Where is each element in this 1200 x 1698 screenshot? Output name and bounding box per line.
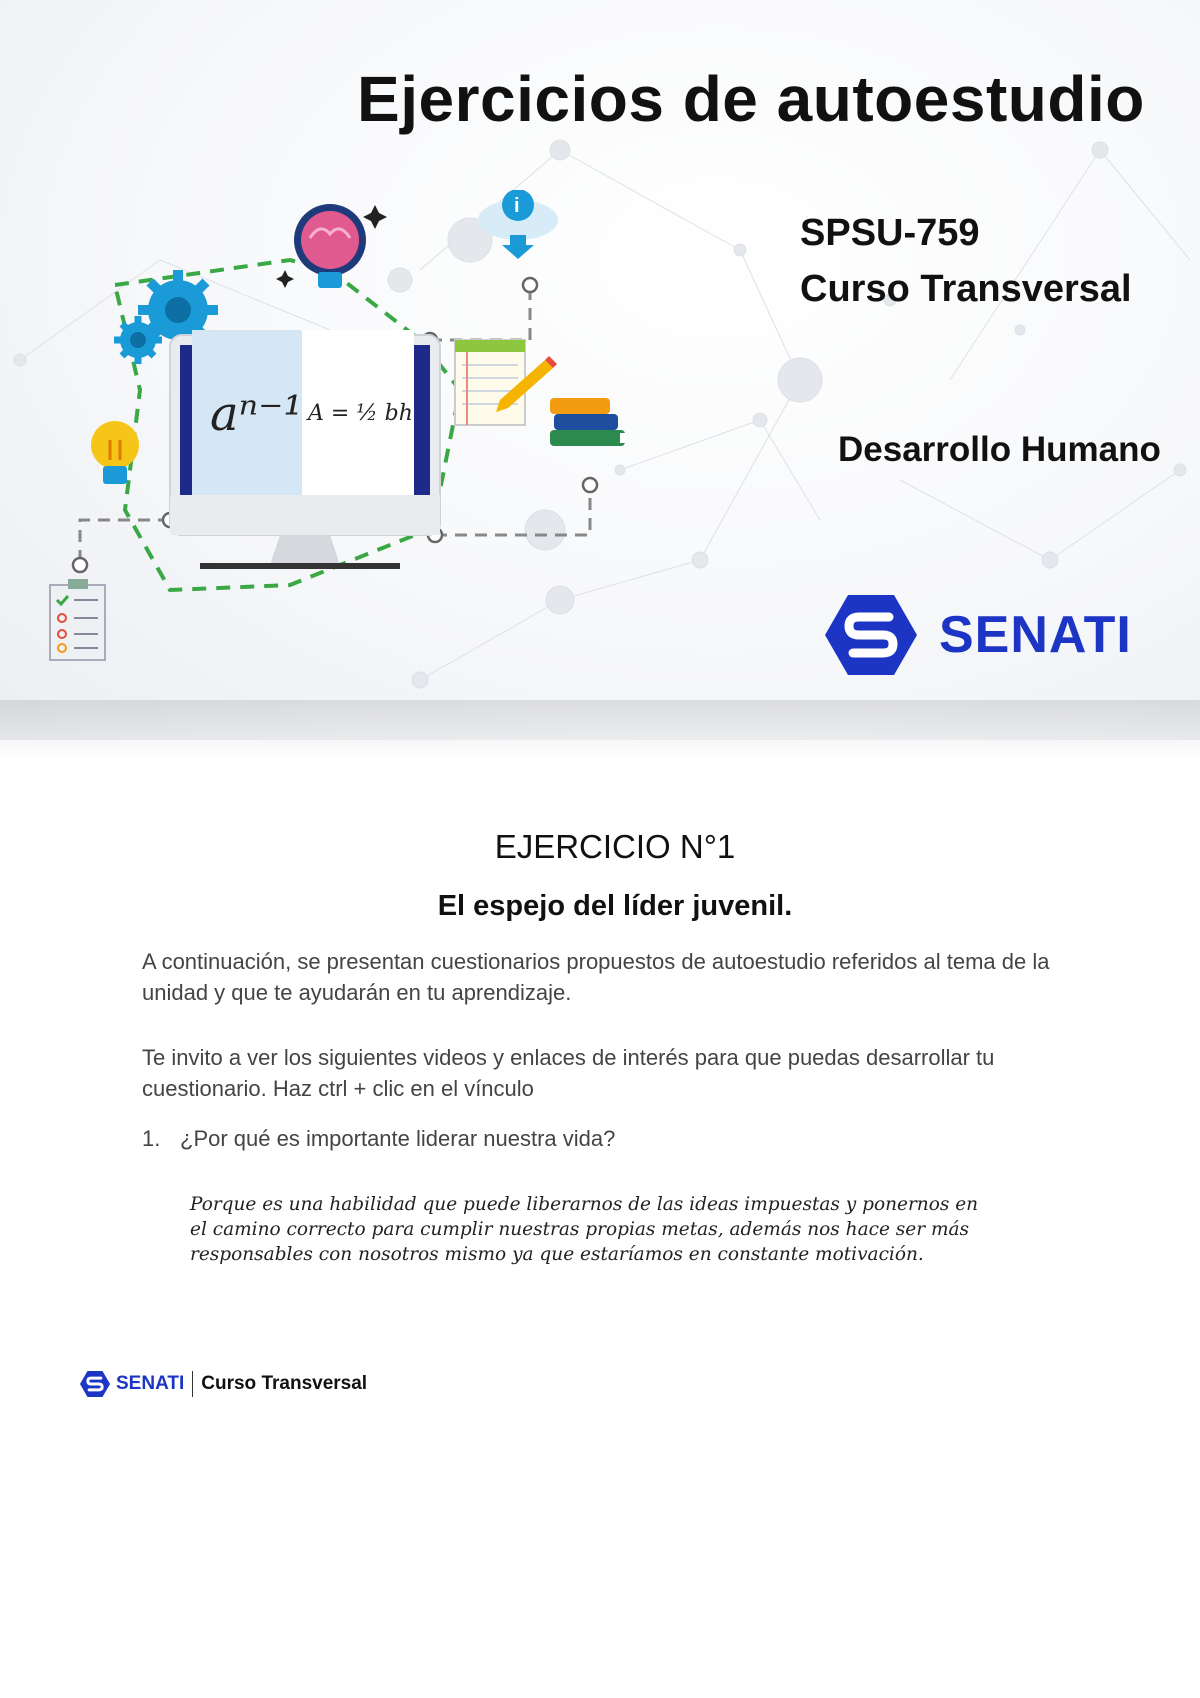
footer-logo-text: SENATI [116,1373,185,1394]
answer-text: Porque es una habilidad que puede liberarnos de las ideas impuestas y ponernos en el camino correcto para cumplir nuestras propias metas, además nos hace ser más responsables con nosotros mismo ya que estaríamos en constante motivación. [190,1194,979,1265]
cover-title: Ejercicios de autoestudio [357,63,1145,135]
exercise-subtitle: El espejo del líder juvenil. [437,890,793,922]
question-number: 1. [142,1126,161,1151]
senati-logo-icon [825,595,917,675]
cover-section [0,0,1200,740]
svg-text:aⁿ⁻¹: aⁿ⁻¹ [210,386,303,442]
question-item [142,1126,615,1152]
senati-logo-text: SENATI [939,606,1132,664]
page-footer [80,1370,367,1398]
books-icon [550,398,626,446]
course-code: SPSU-759 [800,212,980,254]
course-name: Desarrollo Humano [838,430,1161,469]
footer-logo-icon [80,1370,110,1398]
intro-paragraph: A continuación, se presentan cuestionarios propuestos de autoestudio referidos al tema de la unidad y que te ayudarán en tu aprendizaje. [142,949,1050,1005]
instructions-paragraph: Te invito a ver los siguientes videos y enlaces de interés para que puedas desarrollar tu cuestionario. Haz ctrl + clic en el vínculo [142,1045,995,1101]
notepad-icon [455,340,557,425]
question-text: ¿Por qué es importante liderar nuestra vida? [180,1126,616,1151]
senati-logo [825,595,1132,675]
exercise-title: EJERCICIO N°1 [494,828,736,865]
cover-shadow [0,700,1200,760]
monitor-icon [170,330,440,569]
footer-divider [192,1371,193,1397]
learning-illustration [30,190,650,690]
course-type: Curso Transversal [800,268,1132,310]
checklist-icon [50,579,105,660]
svg-text:A = ½ bh: A = ½ bh [308,401,413,426]
idea-brain-icon [276,204,387,288]
cloud-download-icon [478,190,558,259]
lightbulb-icon [91,421,139,484]
svg-text:i: i [514,195,520,217]
footer-course-label: Curso Transversal [201,1373,368,1394]
course-code-block [800,205,1132,317]
